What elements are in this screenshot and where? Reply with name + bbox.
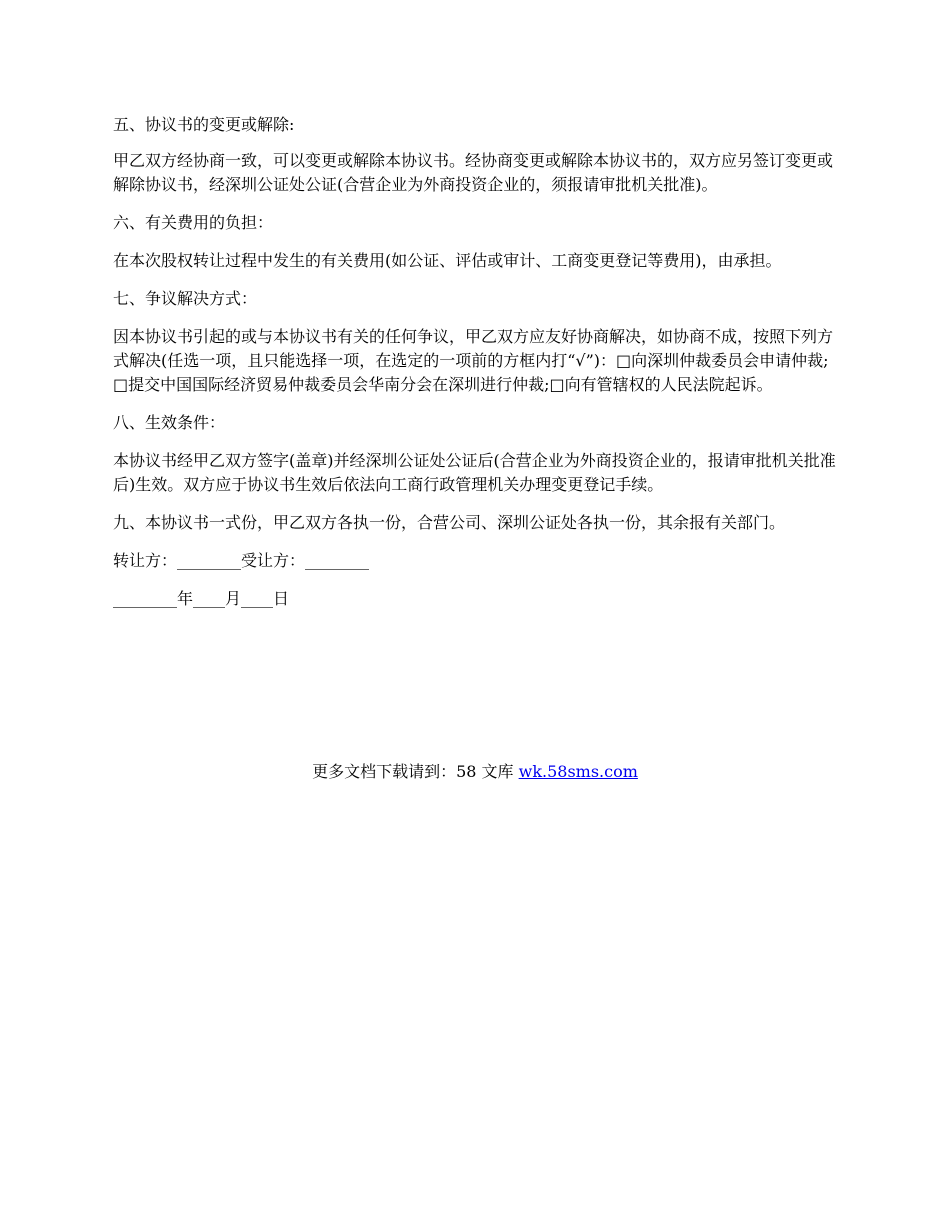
signature-line: 转让方：________受让方：________ bbox=[113, 551, 370, 570]
section-5-heading: 五、协议书的变更或解除: bbox=[113, 115, 295, 134]
document-body bbox=[113, 113, 843, 625]
date-line: ________年____月____日 bbox=[113, 589, 290, 608]
section-8-heading: 八、生效条件： bbox=[113, 413, 226, 432]
footer-text: 更多文档下载请到：58 文库 bbox=[312, 762, 519, 781]
section-6-heading: 六、有关费用的负担： bbox=[113, 213, 274, 232]
section-9: 九、本协议书一式份，甲乙双方各执一份，合营公司、深圳公证处各执一份，其余报有关部门。 bbox=[113, 513, 786, 532]
footer-link[interactable]: wk.58sms.com bbox=[518, 762, 638, 781]
section-5-body: 甲乙双方经协商一致，可以变更或解除本协议书。经协商变更或解除本协议书的，双方应另签订变更或解除协议书，经深圳公证处公证(合营企业为外商投资企业的，须报请审批机关批准)。 bbox=[113, 151, 834, 194]
section-6-body: 在本次股权转让过程中发生的有关费用(如公证、评估或审计、工商变更登记等费用)，由承担。 bbox=[113, 251, 782, 270]
download-footer bbox=[0, 760, 950, 784]
section-7-heading: 七、争议解决方式： bbox=[113, 289, 258, 308]
section-7-body: 因本协议书引起的或与本协议书有关的任何争议，甲乙双方应友好协商解决，如协商不成，按照下列方式解决(任选一项，且只能选择一项，在选定的一项前的方框内打“√”)：□向深圳仲裁委员会申请仲裁;□提交中国国际经济贸易仲裁委员会华南分会在深圳进行仲裁;□向有管辖权的人民法院起诉。 bbox=[113, 327, 834, 394]
section-8-body: 本协议书经甲乙双方签字(盖章)并经深圳公证处公证后(合营企业为外商投资企业的，报请审批机关批准后)生效。双方应于协议书生效后依法向工商行政管理机关办理变更登记手续。 bbox=[113, 451, 836, 494]
